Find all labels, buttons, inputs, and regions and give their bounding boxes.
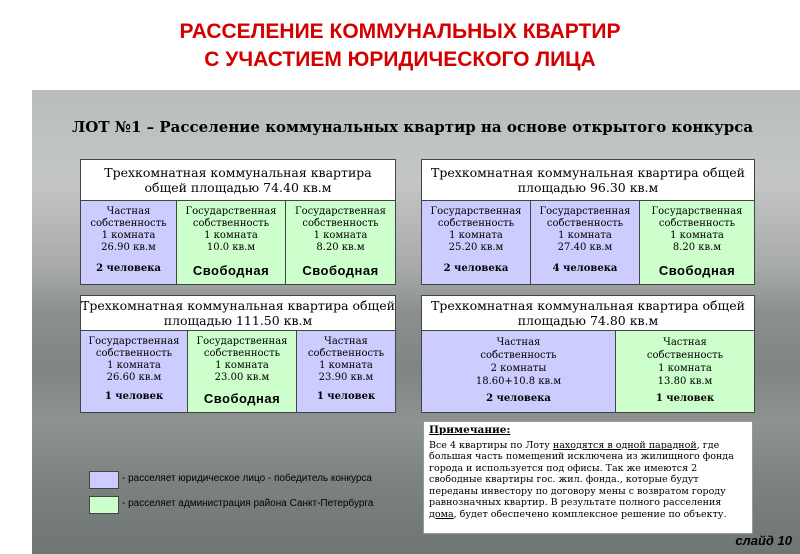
- rooms: 1 комната: [313, 230, 368, 241]
- lot-heading: ЛОТ №1 – Расселение коммунальных квартир на основе открытого конкурса: [72, 118, 754, 136]
- room-cell: [640, 201, 754, 284]
- note-underlined-2: дома: [429, 508, 454, 520]
- apartment-header: [422, 160, 754, 201]
- legend-text-blue: - расселяет юридическое лицо - победитель конкурса: [122, 473, 372, 484]
- room-cell: [297, 331, 395, 412]
- room-cell: [616, 331, 754, 412]
- room-cell: [81, 201, 177, 284]
- note-underlined-1: находятся в одной парадной: [552, 439, 697, 451]
- rooms: 1 комната: [101, 230, 156, 241]
- note-part-3: , будет обеспечено комплексное решение по объекту.: [453, 508, 727, 520]
- room-cell: [422, 331, 616, 412]
- area: 23.00 кв.м: [214, 372, 270, 383]
- room-cell: [422, 201, 531, 284]
- owner-line-1: Частная: [496, 337, 541, 348]
- owner-line-1: Государственная: [430, 206, 522, 217]
- occupancy: Свободная: [203, 391, 281, 406]
- note-box: [423, 421, 753, 534]
- area: 18.60+10.8 кв.м: [475, 376, 562, 387]
- note-heading: Примечание:: [429, 424, 511, 436]
- rooms: 1 комната: [107, 360, 161, 371]
- legend-swatch-green: [89, 496, 119, 514]
- rooms: 1 комната: [319, 360, 373, 371]
- occupancy: 1 человек: [316, 391, 376, 402]
- occupancy: 2 человека: [96, 263, 161, 274]
- room-cell: [177, 201, 286, 284]
- owner-line-2: собственность: [302, 218, 379, 229]
- area: 13.80 кв.м: [657, 376, 713, 387]
- room-cell: [286, 201, 395, 284]
- owner-line-2: собственность: [90, 218, 167, 229]
- area: 26.60 кв.м: [106, 372, 162, 383]
- note-text: [429, 440, 747, 521]
- header-line-2: площадью 74.80 кв.м: [517, 313, 659, 328]
- room-cell: [188, 331, 297, 412]
- occupancy: 1 человек: [104, 391, 164, 402]
- legend-swatch-blue: [89, 471, 119, 489]
- note-part-2: , где большая часть помещений исключена из жилищного фонда города и используется под офисы. Так же имеются 2 свободные квартиры гос. жил. фонда., которые будут переданы инвестору по договору мены с возвратом городу равнозначных квартир. В результате полного расселения: [429, 439, 734, 508]
- header-line-1: Трехкомнатная коммунальная квартира общей: [431, 165, 745, 180]
- owner-line-2: собственность: [480, 350, 557, 361]
- apartment-header: [422, 296, 754, 331]
- area: 23.90 кв.м: [318, 372, 374, 383]
- occupancy: Свободная: [658, 263, 736, 278]
- occupancy: Свободная: [302, 263, 379, 278]
- title-line-2: С УЧАСТИЕМ ЮРИДИЧЕСКОГО ЛИЦА: [204, 48, 596, 71]
- apartment-header: [81, 160, 395, 201]
- owner-line-1: Государственная: [539, 206, 631, 217]
- area: 25.20 кв.м: [448, 242, 504, 253]
- header-line-2: общей площадью 74.40 кв.м: [144, 180, 332, 195]
- apartment-card-1: [80, 159, 396, 285]
- occupancy: Свободная: [192, 263, 270, 278]
- area: 10.0 кв.м: [206, 242, 256, 253]
- apartment-header: [81, 296, 395, 331]
- rooms: 1 комната: [558, 230, 612, 241]
- apartment-card-4: [421, 295, 755, 413]
- note-part-1: Все 4 квартиры по Лоту: [429, 439, 553, 451]
- slide-number: слайд 10: [735, 533, 792, 548]
- owner-line-2: собственность: [658, 218, 736, 229]
- slide-title: [0, 18, 800, 74]
- rooms: 1 комната: [204, 230, 258, 241]
- header-line-1: Трехкомнатная коммунальная квартира общей: [81, 298, 395, 313]
- owner-line-2: собственность: [437, 218, 515, 229]
- room-cell: [531, 201, 640, 284]
- rooms: 1 комната: [215, 360, 269, 371]
- header-line-2: площадью 111.50 кв.м: [163, 313, 313, 328]
- owner-line-2: собственность: [546, 218, 624, 229]
- header-line-1: Трехкомнатная коммунальная квартира общей: [431, 298, 745, 313]
- occupancy: 2 человека: [443, 263, 509, 274]
- owner-line-1: Государственная: [196, 336, 288, 347]
- rooms: 1 комната: [670, 230, 724, 241]
- apartment-card-3: [80, 295, 396, 413]
- area: 27.40 кв.м: [557, 242, 613, 253]
- owner-line-1: Частная: [663, 337, 707, 348]
- rooms: 1 комната: [449, 230, 503, 241]
- occupancy: 1 человек: [655, 393, 715, 404]
- apartment-card-2: [421, 159, 755, 285]
- owner-line-2: собственность: [95, 348, 173, 359]
- owner-line-2: собственность: [646, 350, 724, 361]
- owner-line-1: Частная: [106, 206, 151, 217]
- occupancy: 2 человека: [486, 393, 551, 404]
- title-line-1: РАССЕЛЕНИЕ КОММУНАЛЬНЫХ КВАРТИР: [179, 20, 621, 43]
- area: 26.90 кв.м: [101, 242, 156, 253]
- owner-line-2: собственность: [192, 218, 270, 229]
- area: 8.20 кв.м: [672, 242, 722, 253]
- owner-line-1: Государственная: [295, 206, 386, 217]
- owner-line-2: собственность: [203, 348, 281, 359]
- owner-line-1: Частная: [324, 336, 368, 347]
- owner-line-2: собственность: [307, 348, 385, 359]
- room-cell: [81, 331, 188, 412]
- area: 8.20 кв.м: [316, 242, 365, 253]
- header-line-2: площадью 96.30 кв.м: [517, 180, 659, 195]
- owner-line-1: Государственная: [185, 206, 277, 217]
- header-line-1: Трехкомнатная коммунальная квартира: [104, 165, 372, 180]
- rooms: 1 комната: [658, 363, 712, 374]
- legend-text-green: - расселяет администрация района Санкт-Петербурга: [122, 498, 374, 509]
- occupancy: 4 человека: [552, 263, 618, 274]
- owner-line-1: Государственная: [88, 336, 180, 347]
- rooms: 2 комнаты: [490, 363, 547, 374]
- owner-line-1: Государственная: [651, 206, 743, 217]
